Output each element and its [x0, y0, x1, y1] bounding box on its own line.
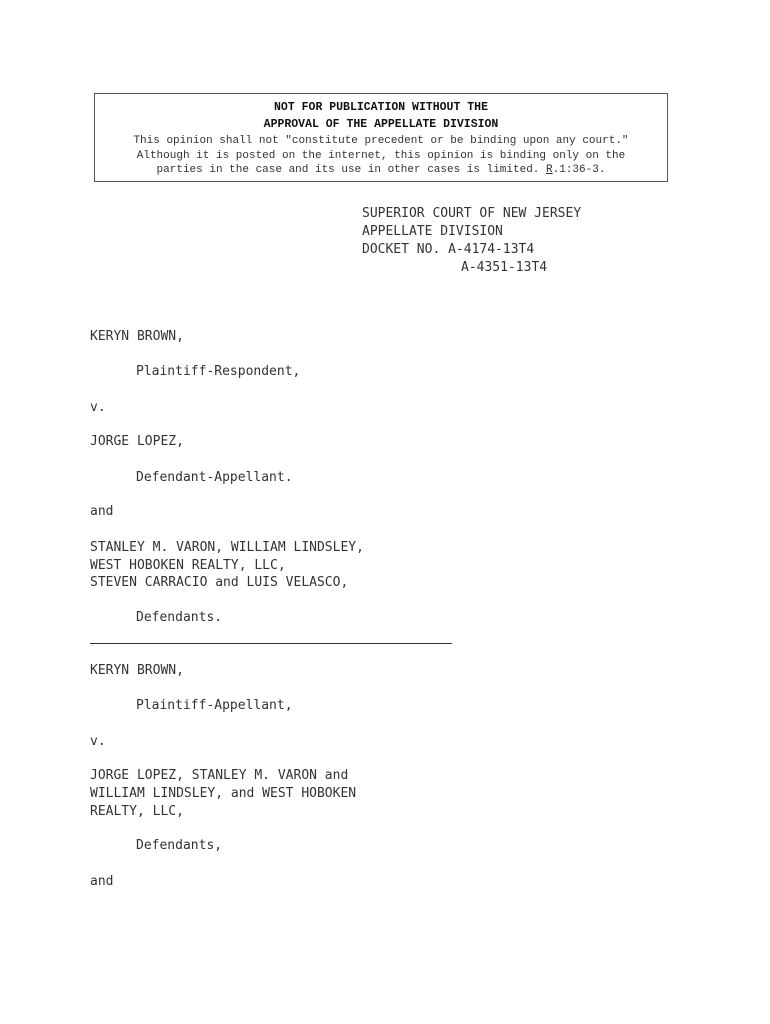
- notice-body-line-3-text: parties in the case and its use in other cases is limited.: [156, 164, 547, 176]
- publication-notice-box: [94, 93, 668, 182]
- caption1-defendant: JORGE LOPEZ,: [90, 434, 184, 449]
- notice-body-line-2: Although it is posted on the internet, this opinion is binding only on the: [136, 149, 626, 162]
- caption1-others-line-3: STEVEN CARRACIO and LUIS VELASCO,: [90, 575, 349, 590]
- notice-body-line-3: [95, 163, 667, 178]
- notice-heading-line-1: NOT FOR PUBLICATION WITHOUT THE: [274, 101, 488, 114]
- caption2-plaintiff-role: Plaintiff-Appellant,: [136, 698, 293, 713]
- rule-number: .1:36-3.: [552, 164, 606, 176]
- caption2-defendants-role: Defendants,: [136, 838, 223, 853]
- caption1-defendant-role: Defendant-Appellant.: [136, 470, 293, 485]
- caption-divider: [90, 643, 452, 644]
- court-division: APPELLATE DIVISION: [362, 224, 503, 239]
- caption1-others-line-2: WEST HOBOKEN REALTY, LLC,: [90, 558, 286, 573]
- court-docket-block: [362, 205, 581, 277]
- caption2-conjunction: and: [90, 874, 114, 889]
- caption2-defendants-line-1: JORGE LOPEZ, STANLEY M. VARON and: [90, 768, 349, 783]
- docket-number-first: DOCKET NO. A-4174-13T4: [362, 242, 535, 257]
- caption1-plaintiff-role: Plaintiff-Respondent,: [136, 364, 301, 379]
- caption2-versus: v.: [90, 734, 106, 749]
- caption1-plaintiff: KERYN BROWN,: [90, 329, 184, 344]
- docket-number-second: A-4351-13T4: [461, 260, 548, 275]
- caption2-defendants-line-3: REALTY, LLC,: [90, 804, 184, 819]
- caption2-defendants-line-2: WILLIAM LINDSLEY, and WEST HOBOKEN: [90, 786, 357, 801]
- caption2-plaintiff: KERYN BROWN,: [90, 663, 184, 678]
- caption1-versus: v.: [90, 400, 106, 415]
- caption1-others-role: Defendants.: [136, 610, 223, 625]
- notice-body: [95, 134, 667, 178]
- notice-heading-line-2: APPROVAL OF THE APPELLATE DIVISION: [263, 118, 499, 131]
- caption1-conjunction: and: [90, 504, 114, 519]
- rule-letter: R: [546, 164, 553, 176]
- notice-heading: [95, 99, 667, 133]
- court-name: SUPERIOR COURT OF NEW JERSEY: [362, 206, 582, 221]
- notice-body-line-1: This opinion shall not "constitute precedent or be binding upon any court.": [133, 135, 629, 147]
- caption1-others-line-1: STANLEY M. VARON, WILLIAM LINDSLEY,: [90, 540, 364, 555]
